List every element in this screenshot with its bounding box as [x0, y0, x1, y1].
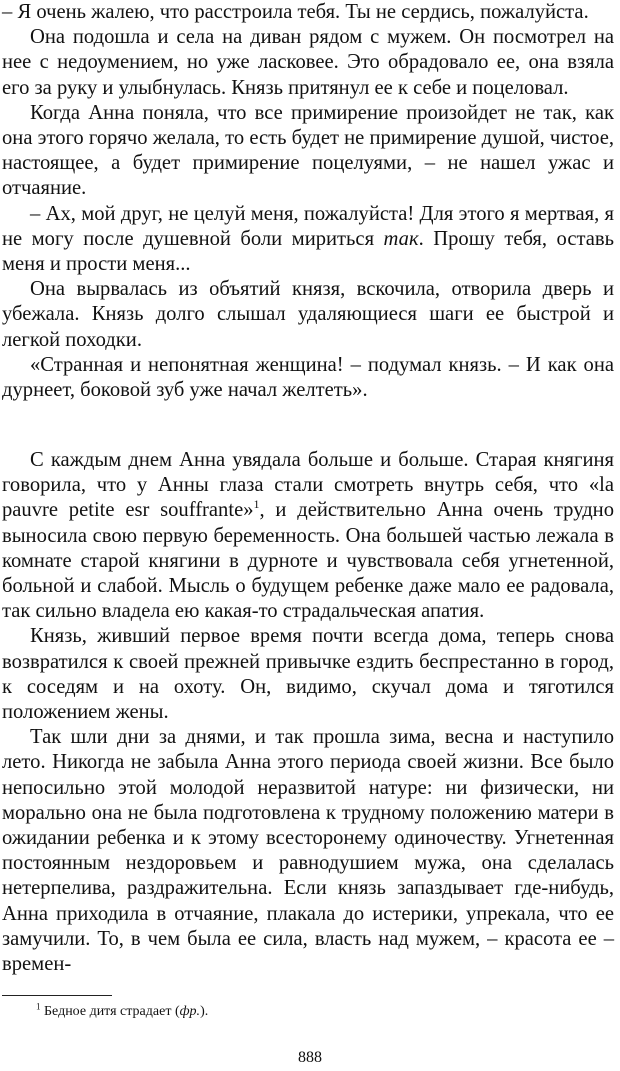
paragraph: Так шли дни за днями, и так прошла зима, весна и наступило лето. Никогда не забыла Анна этого периода своей жизни. Все было непосильно этой молодой неразвитой натуре: ни физически, ни морально она не была подготовлена к трудному положению матери в ожидании ребенка и к этому всесторонему одиночеству. Угнетенная постоянным нездоровьем и равнодушием мужа, она сделалась нетерпелива, раздражительна. Если князь запаздывает где-нибудь, Анна приходила в отчаяние, плакала до истерики, упрекала, что ее замучили. То, в чем была ее сила, власть над мужем, – красота ее – времен- — [2, 726, 614, 976]
text-section-2 — [2, 448, 614, 977]
text-run: , и действительно Анна очень трудно выносила свою первую беременность. Она большей частью лежала в комнате старой княгини в дурноте и чувствовала себя угнетенной, больной и слабой. Мысль о будущем ребенке даже мало ее радовала, так сильно владела ею какая-то страдальческая апатия. — [2, 499, 614, 623]
text-run: С каждым днем Анна увядала больше и больше. Старая княгиня говорила, что у Анны глаза стали смотреть внутрь себя, что «la pauvre petite esr souffrante» — [2, 449, 614, 522]
footnote-text-end: ). — [200, 1004, 209, 1019]
paragraph: Она подошла и села на диван рядом с мужем. Он посмотрел на нее с недоумением, но уже ласковее. Это обрадовало ее, она взяла его за руку и улыбнулась. Князь притянул ее к себе и поцеловал. — [2, 26, 614, 99]
page-number: 888 — [298, 1049, 322, 1066]
text-run: – Ах, мой друг, не целуй меня, пожалуйста! Для этого я мертвая, я не могу после душевной боли мириться — [2, 202, 614, 250]
footnote-divider — [2, 995, 112, 996]
italic-word: так — [383, 227, 419, 250]
footnote — [36, 1003, 208, 1021]
paragraph: Князь, живший первое время почти всегда дома, теперь снова возвратился к своей прежней привычке ездить беспрестанно в город, к соседям и на охоту. Он, видимо, скучал дома и тяготился положением жены. — [2, 625, 614, 724]
paragraph: «Странная и непонятная женщина! – подумал князь. – И как она дурнеет, боковой зуб уже начал желтеть». — [2, 353, 614, 402]
paragraph — [2, 202, 614, 278]
footnote-language: фр. — [179, 1004, 201, 1019]
text-section-1 — [2, 0, 614, 403]
paragraph: – Я очень жалею, что расстроила тебя. Ты не сердись, пожалуйста. — [2, 1, 589, 23]
footnote-marker: 1 — [36, 1001, 41, 1012]
text-run: . Прошу тебя, оставь меня и прости меня... — [2, 227, 614, 276]
footnote-reference: 1 — [253, 497, 260, 512]
paragraph: Когда Анна поняла, что все примирение произойдет не так, как она этого горячо желала, то есть будет не примирение душой, чистое, настоящее, а будет примирение поцелуями, – не нашел ужас и отчаяние. — [2, 101, 614, 200]
paragraph — [2, 448, 614, 624]
paragraph: Она вырвалась из объятий князя, вскочила, отворила дверь и убежала. Князь долго слышал удаляющиеся шаги ее быстрой и легкой походки. — [2, 278, 614, 351]
footnote-text: Бедное дитя страдает ( — [40, 1004, 180, 1019]
